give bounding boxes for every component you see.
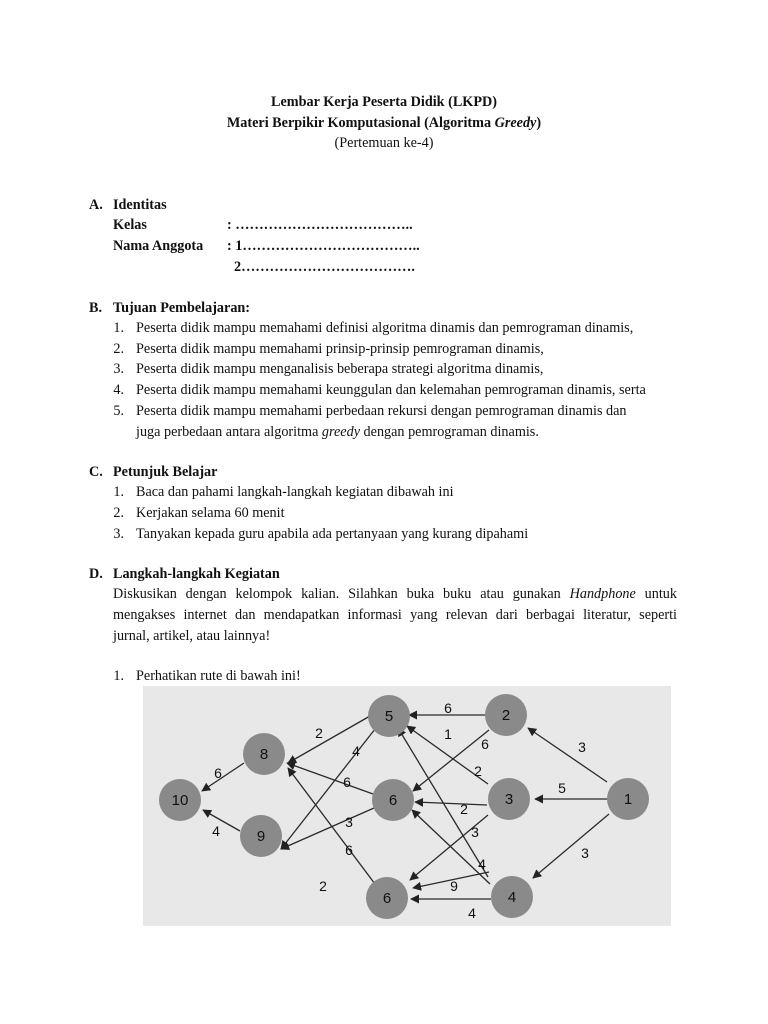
kelas-label: Kelas [113, 217, 147, 233]
edge-weight: 6 [345, 842, 353, 858]
edge-weight: 6 [343, 774, 351, 790]
edge-weight: 3 [581, 845, 589, 861]
objective-number: 4. [113, 382, 124, 398]
edge-weight: 2 [460, 801, 468, 817]
section-d-heading: Langkah-langkah Kegiatan [113, 566, 280, 582]
instruction-text: Tanyakan kepada guru apabila ada pertanyaan yang kurang dipahami [136, 526, 529, 542]
instruction-number: 1. [113, 484, 124, 500]
graph-edge [202, 763, 244, 791]
graph-edge [412, 810, 490, 884]
meeting-label: (Pertemuan ke-4) [334, 135, 434, 151]
objective-text-continued: juga perbedaan antara algoritma greedy dengan pemrograman dinamis. [136, 424, 539, 440]
edge-weight: 3 [471, 824, 479, 840]
edge-weight: 6 [481, 736, 489, 752]
route-graph [143, 686, 671, 926]
graph-node-label: 8 [259, 746, 269, 763]
edge-weight: 5 [558, 780, 566, 796]
section-b-letter: B. [89, 300, 103, 316]
graph-edge [528, 728, 607, 782]
graph-node-label: 6 [388, 792, 398, 809]
graph-edge [281, 808, 374, 849]
edge-weight: 6 [444, 700, 452, 716]
section-a-heading: Identitas [113, 197, 167, 213]
graph-node-label: 2 [501, 707, 511, 724]
instruction-text: Baca dan pahami langkah-langkah kegiatan dibawah ini [136, 484, 454, 500]
objective-number: 1. [113, 320, 124, 336]
edge-weight: 2 [474, 763, 482, 779]
section-d-letter: D. [89, 566, 103, 582]
edge-weight: 4 [468, 905, 476, 921]
page-title: Lembar Kerja Peserta Didik (LKPD) [271, 94, 497, 110]
edge-weight: 3 [578, 739, 586, 755]
nama-anggota-label: Nama Anggota [113, 238, 204, 254]
section-c-heading: Petunjuk Belajar [113, 464, 218, 480]
objective-number: 2. [113, 341, 124, 357]
graph-node-label: 1 [623, 791, 633, 808]
graph-edge [287, 763, 373, 794]
graph-edge [415, 802, 487, 805]
graph-node-label: 9 [256, 828, 266, 845]
objective-number: 5. [113, 403, 124, 419]
graph-edge [533, 814, 609, 878]
activity-paragraph-line: mengakses internet dan mendapatkan informasi yang relevan dari berbagai literatur, seperti [113, 607, 677, 623]
nama-anggota-field-2: 2………………………………. [234, 259, 415, 275]
activity-paragraph-line: jurnal, artikel, atau lainnya! [113, 628, 271, 644]
graph-nodes [159, 694, 649, 919]
objective-text: Peserta didik mampu memahami perbedaan rekursi dengan pemrograman dinamis dan [136, 403, 627, 419]
instruction-number: 3. [113, 526, 124, 542]
objective-number: 3. [113, 361, 124, 377]
graph-edge [203, 810, 240, 831]
edge-weight: 9 [450, 878, 458, 894]
graph-node-label: 6 [382, 890, 392, 907]
objective-text: Peserta didik mampu memahami definisi algoritma dinamis dan pemrograman dinamis, [136, 320, 634, 336]
kelas-field: : ……………………………….. [227, 217, 413, 233]
graph-node-label: 5 [384, 708, 394, 725]
instruction-number: 2. [113, 505, 124, 521]
section-c-letter: C. [89, 464, 103, 480]
instruction-text: Kerjakan selama 60 menit [136, 505, 285, 521]
edge-weight: 2 [315, 725, 323, 741]
objective-text: Peserta didik mampu memahami keunggulan dan kelemahan pemrograman dinamis, serta [136, 382, 646, 398]
section-b-heading: Tujuan Pembelajaran: [113, 300, 251, 316]
nama-anggota-field-1: : 1……………………………….. [227, 238, 420, 254]
graph-node-label: 10 [171, 792, 189, 809]
objective-text: Peserta didik mampu memahami prinsip-prinsip pemrograman dinamis, [136, 341, 544, 357]
graph-node-label: 3 [504, 791, 514, 808]
edge-weight: 2 [319, 878, 327, 894]
edge-weight: 4 [478, 856, 486, 872]
graph-edge [281, 724, 379, 849]
edge-weight: 6 [214, 765, 222, 781]
page-subtitle: Materi Berpikir Komputasional (Algoritma Greedy) [226, 115, 542, 131]
section-a-letter: A. [89, 197, 103, 213]
step-text: Perhatikan rute di bawah ini! [136, 668, 301, 684]
graph-node-label: 4 [507, 889, 517, 906]
edge-weight: 4 [212, 823, 220, 839]
activity-paragraph-line: Diskusikan dengan kelompok kalian. Silahkan buka buku atau gunakan Handphone untuk [113, 586, 677, 602]
edge-weight: 4 [352, 743, 360, 759]
step-number: 1. [113, 668, 124, 684]
edge-weight: 1 [444, 726, 452, 742]
objective-text: Peserta didik mampu menganalisis beberapa strategi algoritma dinamis, [136, 361, 544, 377]
edge-weight: 3 [345, 814, 353, 830]
